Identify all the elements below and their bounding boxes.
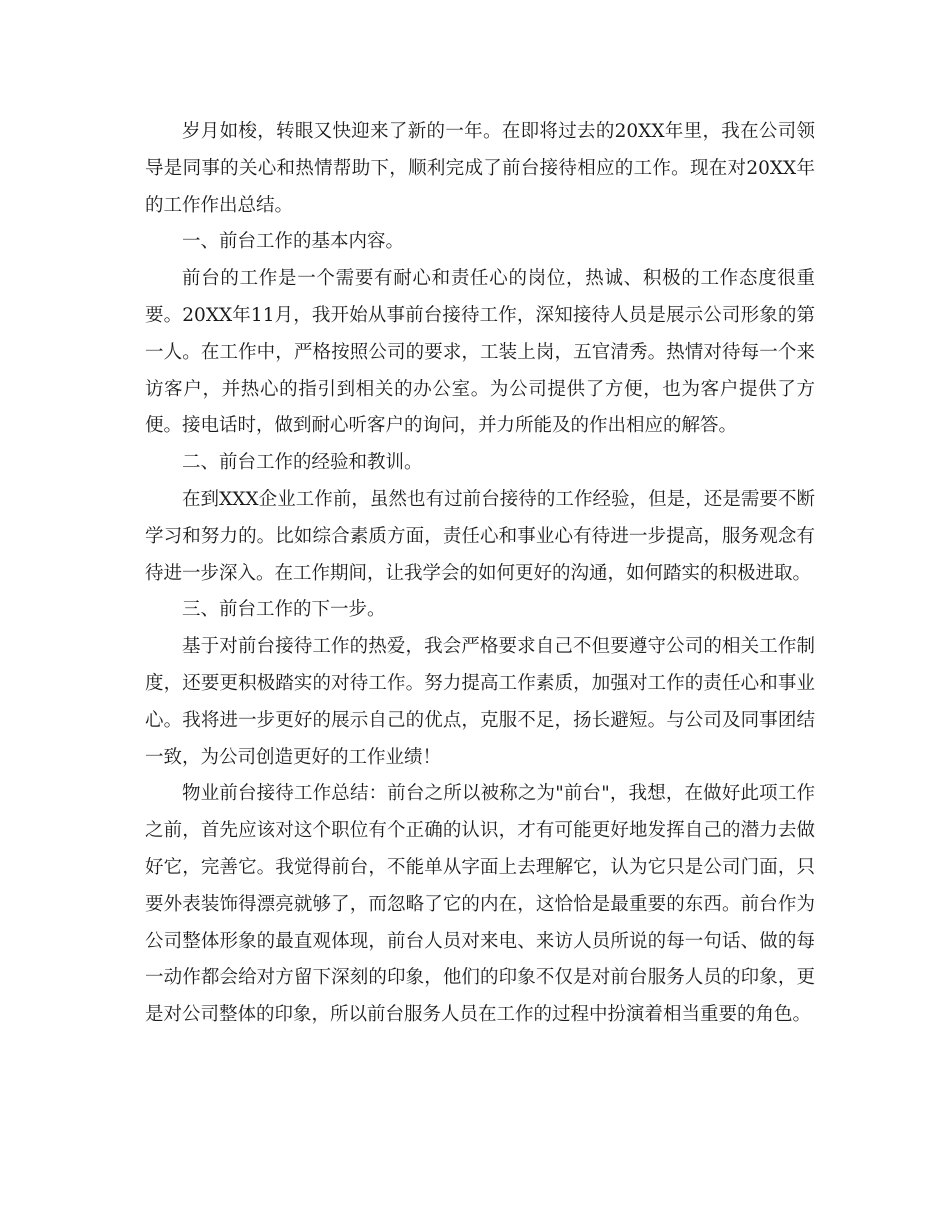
heading-section-3: 三、前台工作的下一步。 — [182, 599, 386, 621]
paragraph-property-summary: 物业前台接待工作总结：前台之所以被称之为"前台"，我想，在做好此项工作之前，首先应该对这个职位有个正确的认识，才有可能更好地发挥自己的潜力去做好它，完善它。我觉得前台，不能单从字面上去理解它，认为它只是公司门面，只要外表装饰得漂亮就够了，而忽略了它的内在，这恰恰是最重要的东西。前台作为公司整体形象的最直观体现，前台人员对来电、来访人员所说的每一句话、做的每一动作都会给对方留下深刻的印象，他们的印象不仅是对前台服务人员的印象，更是对公司整体的印象，所以前台服务人员在工作的过程中扮演着相当重要的角色。 — [145, 783, 815, 1026]
heading-section-1: 一、前台工作的基本内容。 — [182, 231, 405, 253]
document-body — [145, 114, 815, 1034]
paragraph-section-1: 前台的工作是一个需要有耐心和责任心的岗位，热诚、积极的工作态度很重要。20XX年11月，我开始从事前台接待工作，深知接待人员是展示公司形象的第一人。在工作中，严格按照公司的要求，工装上岗，五官清秀。热情对待每一个来访客户，并热心的指引到相关的办公室。为公司提供了方便，也为客户提供了方便。接电话时，做到耐心听客户的询问，并力所能及的作出相应的解答。 — [145, 268, 815, 437]
paragraph-section-3: 基于对前台接待工作的热爱，我会严格要求自己不但要遵守公司的相关工作制度，还要更积极踏实的对待工作。努力提高工作素质，加强对工作的责任心和事业心。我将进一步更好的展示自己的优点，克服不足，扬长避短。与公司及同事团结一致，为公司创造更好的工作业绩！ — [145, 636, 815, 768]
heading-section-2: 二、前台工作的经验和教训。 — [182, 452, 423, 474]
paragraph-section-2: 在到XXX企业工作前，虽然也有过前台接待的工作经验，但是，还是需要不断学习和努力的。比如综合素质方面，责任心和事业心有待进一步提高，服务观念有待进一步深入。在工作期间，让我学会的如何更好的沟通，如何踏实的积极进取。 — [145, 488, 815, 584]
paragraph-intro: 岁月如梭，转眼又快迎来了新的一年。在即将过去的20XX年里，我在公司领导是同事的关心和热情帮助下，顺利完成了前台接待相应的工作。现在对20XX年的工作作出总结。 — [145, 121, 815, 216]
